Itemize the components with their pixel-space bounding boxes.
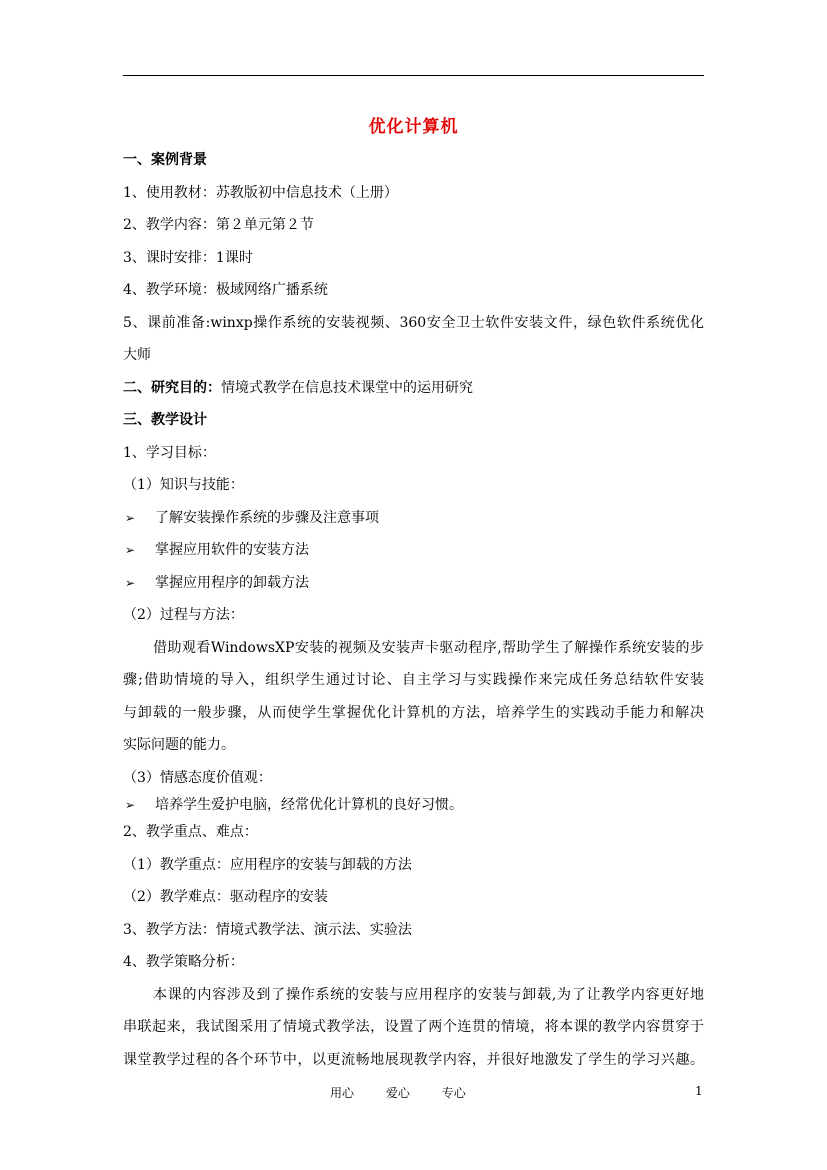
footer-motto: 爱心 bbox=[385, 1086, 410, 1100]
section-heading-background: 一、案例背景 bbox=[123, 152, 207, 168]
background-item: 2、教学内容：第２单元第２节 bbox=[123, 217, 314, 233]
bullet-arrow-icon: ➢ bbox=[125, 576, 136, 590]
bullet-arrow-icon: ➢ bbox=[125, 511, 136, 525]
research-purpose bbox=[123, 378, 473, 398]
paragraph-line: 实际问题的能力。 bbox=[123, 737, 235, 753]
teaching-method: 3、教学方法：情境式教学法、演示法、实验法 bbox=[123, 922, 412, 938]
paragraph-line: 骤;借助情境的导入，组织学生通过讨论、自主学习与实践操作来完成任务总结软件安装 bbox=[123, 672, 704, 688]
document-title: 优化计算机 bbox=[368, 117, 459, 137]
research-purpose-text: 情境式教学在信息技术课堂中的运用研究 bbox=[221, 380, 473, 396]
difficult-point: （2）教学难点：驱动程序的安装 bbox=[123, 889, 328, 905]
background-item: 1、使用教材：苏教版初中信息技术（上册） bbox=[123, 185, 398, 201]
list-item: 培养学生爱护电脑，经常优化计算机的良好习惯。 bbox=[155, 797, 463, 813]
page-footer bbox=[330, 1084, 494, 1101]
key-point: （1）教学重点：应用程序的安装与卸载的方法 bbox=[123, 857, 412, 873]
background-item: 4、教学环境：极域网络广播系统 bbox=[123, 282, 328, 298]
paragraph-line: 与卸载的一般步骤，从而使学生掌握优化计算机的方法，培养学生的实践动手能力和解决 bbox=[123, 705, 704, 721]
list-item: 了解安装操作系统的步骤及注意事项 bbox=[155, 510, 379, 526]
paragraph-line: 串联起来，我试图采用了情境式教学法，设置了两个连贯的情境，将本课的教学内容贯穿于 bbox=[123, 1019, 704, 1035]
page-number: 1 bbox=[695, 1084, 703, 1098]
bullet-arrow-icon: ➢ bbox=[125, 798, 136, 812]
list-item: 掌握应用程序的卸载方法 bbox=[155, 575, 309, 591]
knowledge-skill-heading: （1）知识与技能： bbox=[123, 477, 244, 493]
research-purpose-label: 二、研究目的： bbox=[123, 380, 221, 396]
process-method-heading: （2）过程与方法： bbox=[123, 607, 244, 623]
footer-motto: 用心 bbox=[330, 1086, 355, 1100]
header-rule bbox=[123, 75, 704, 76]
section-heading-design: 三、教学设计 bbox=[123, 412, 207, 428]
paragraph-line: 借助观看WindowsXP安装的视频及安装声卡驱动程序,帮助学生了解操作系统安装的步 bbox=[153, 640, 704, 656]
background-item: 3、课时安排：1课时 bbox=[123, 250, 253, 266]
key-points-heading: 2、教学重点、难点： bbox=[123, 824, 258, 840]
background-item-continued: 大师 bbox=[123, 347, 151, 363]
paragraph-line: 课堂教学过程的各个环节中，以更流畅地展现教学内容，并很好地激发了学生的学习兴趣。 bbox=[123, 1052, 704, 1068]
bullet-arrow-icon: ➢ bbox=[125, 543, 136, 557]
learning-goal-heading: 1、学习目标： bbox=[123, 445, 216, 461]
strategy-heading: 4、教学策略分析： bbox=[123, 954, 244, 970]
attitude-heading: （3）情感态度价值观： bbox=[123, 770, 272, 786]
background-item: 5、课前准备:winxp操作系统的安装视频、360安全卫士软件安装文件，绿色软件系统优化 bbox=[123, 315, 704, 331]
list-item: 掌握应用软件的安装方法 bbox=[155, 542, 309, 558]
paragraph-line: 本课的内容涉及到了操作系统的安装与应用程序的安装与卸载,为了让教学内容更好地 bbox=[153, 987, 704, 1003]
footer-motto: 专心 bbox=[441, 1086, 466, 1100]
